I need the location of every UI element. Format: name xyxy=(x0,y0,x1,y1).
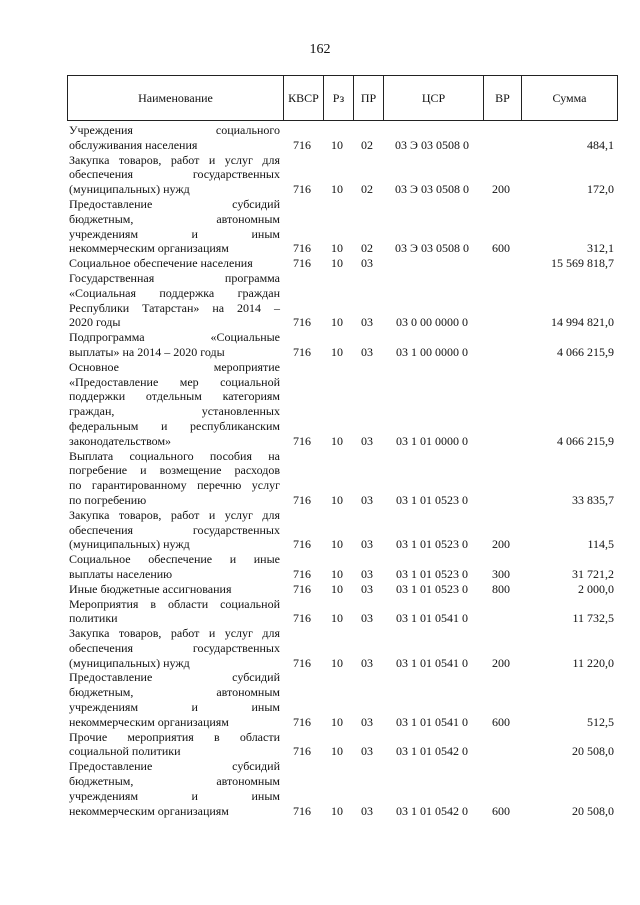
row-sum: 172,0 xyxy=(587,182,614,197)
row-name-line: некоммерческим организациям xyxy=(69,241,229,256)
row-sum: 20 508,0 xyxy=(572,803,614,818)
row-rz: 10 xyxy=(331,566,343,581)
row-name-line: обслуживания населения xyxy=(69,137,198,152)
row-name-line: бюджетным, автономным xyxy=(69,774,280,789)
row-sum: 11 732,5 xyxy=(572,611,614,626)
row-name xyxy=(67,730,282,760)
row-rz: 10 xyxy=(331,256,343,271)
row-kvsr: 716 xyxy=(293,492,311,507)
row-kvsr: 716 xyxy=(293,433,311,448)
row-rz: 10 xyxy=(331,433,343,448)
row-name-line: (муниципальных) нужд xyxy=(69,537,190,552)
row-sum: 11 220,0 xyxy=(572,655,614,670)
table-row xyxy=(67,508,618,552)
row-name-line: бюджетным, автономным xyxy=(69,685,280,700)
row-kvsr: 716 xyxy=(293,803,311,818)
row-name-line: поддержки отдельным категориям xyxy=(69,389,280,404)
row-csr: 03 0 00 0000 0 xyxy=(396,315,468,330)
row-sum: 484,1 xyxy=(587,137,614,152)
row-name-line: некоммерческим организациям xyxy=(69,803,229,818)
row-name xyxy=(67,670,282,729)
row-sum: 2 000,0 xyxy=(578,581,614,596)
row-name-line: выплаты» на 2014 – 2020 годы xyxy=(69,344,225,359)
row-name-line: по погребению xyxy=(69,492,147,507)
row-csr: 03 1 01 0000 0 xyxy=(396,433,468,448)
row-pr: 03 xyxy=(361,566,373,581)
row-name-line: Учреждения социального xyxy=(69,123,280,137)
row-name-line: законодательством» xyxy=(69,433,172,448)
row-name-line: Иные бюджетные ассигнования xyxy=(69,581,232,596)
row-sum: 31 721,2 xyxy=(572,566,614,581)
row-sum: 4 066 215,9 xyxy=(557,433,614,448)
row-name-line: «Социальная поддержка граждан xyxy=(69,285,280,300)
row-sum: 4 066 215,9 xyxy=(557,344,614,359)
row-vr: 600 xyxy=(492,803,510,818)
row-pr: 03 xyxy=(361,714,373,729)
row-name-line: (муниципальных) нужд xyxy=(69,655,190,670)
row-rz: 10 xyxy=(331,714,343,729)
row-kvsr: 716 xyxy=(293,655,311,670)
row-name-line: обеспечения государственных xyxy=(69,522,280,537)
row-name-line: выплаты населению xyxy=(69,566,173,581)
row-kvsr: 716 xyxy=(293,315,311,330)
table-header xyxy=(67,75,618,121)
header-pr: ПР xyxy=(353,76,383,120)
row-rz: 10 xyxy=(331,492,343,507)
row-rz: 10 xyxy=(331,537,343,552)
row-sum: 312,1 xyxy=(587,241,614,256)
row-rz: 10 xyxy=(331,344,343,359)
row-rz: 10 xyxy=(331,611,343,626)
row-name xyxy=(67,508,282,552)
row-kvsr: 716 xyxy=(293,537,311,552)
table-row xyxy=(67,759,618,818)
row-rz: 10 xyxy=(331,315,343,330)
row-name-line: граждан, установленных xyxy=(69,404,280,419)
row-sum: 20 508,0 xyxy=(572,744,614,759)
row-rz: 10 xyxy=(331,182,343,197)
row-name xyxy=(67,449,282,508)
row-name xyxy=(67,153,282,197)
table-row xyxy=(67,449,618,508)
row-csr: 03 Э 03 0508 0 xyxy=(395,182,469,197)
row-pr: 03 xyxy=(361,492,373,507)
row-name-line: Предоставление субсидий xyxy=(69,196,280,211)
row-kvsr: 716 xyxy=(293,137,311,152)
header-vr: ВР xyxy=(483,76,521,120)
row-rz: 10 xyxy=(331,241,343,256)
row-rz: 10 xyxy=(331,581,343,596)
row-name-line: Предоставление субсидий xyxy=(69,759,280,774)
row-name xyxy=(67,271,282,330)
row-name-line: «Предоставление мер социальной xyxy=(69,374,280,389)
row-name-line: Подпрограмма «Социальные xyxy=(69,330,280,345)
row-vr: 600 xyxy=(492,714,510,729)
row-kvsr: 716 xyxy=(293,581,311,596)
row-name-line: обеспечения государственных xyxy=(69,167,280,182)
row-pr: 03 xyxy=(361,744,373,759)
row-name-line: 2020 годы xyxy=(69,315,121,330)
row-vr: 300 xyxy=(492,566,510,581)
budget-table xyxy=(67,75,618,818)
row-csr: 03 1 01 0541 0 xyxy=(396,714,468,729)
row-vr: 600 xyxy=(492,241,510,256)
table-row xyxy=(67,256,618,271)
row-rz: 10 xyxy=(331,803,343,818)
row-name-line: Прочие мероприятия в области xyxy=(69,729,280,744)
row-pr: 03 xyxy=(361,344,373,359)
table-row xyxy=(67,582,618,597)
row-sum: 14 994 821,0 xyxy=(551,315,614,330)
row-csr: 03 1 01 0523 0 xyxy=(396,537,468,552)
row-name-line: социальной политики xyxy=(69,744,181,759)
row-rz: 10 xyxy=(331,137,343,152)
table-row xyxy=(67,330,618,360)
row-pr: 03 xyxy=(361,256,373,271)
row-kvsr: 716 xyxy=(293,744,311,759)
row-name-line: Закупка товаров, работ и услуг для xyxy=(69,626,280,641)
row-pr: 02 xyxy=(361,241,373,256)
row-name-line: Социальное обеспечение и иные xyxy=(69,552,280,567)
row-csr: 03 1 01 0541 0 xyxy=(396,655,468,670)
row-name xyxy=(67,759,282,818)
row-name-line: учреждениям и иным xyxy=(69,788,280,803)
row-name xyxy=(67,597,282,627)
row-sum: 512,5 xyxy=(587,714,614,729)
row-csr: 03 1 01 0523 0 xyxy=(396,492,468,507)
table-row xyxy=(67,626,618,670)
row-name-line: учреждениям и иным xyxy=(69,700,280,715)
row-name-line: по гарантированному перечню услуг xyxy=(69,478,280,493)
row-name-line: учреждениям и иным xyxy=(69,226,280,241)
row-vr: 200 xyxy=(492,655,510,670)
row-csr: 03 1 01 0542 0 xyxy=(396,744,468,759)
header-kvsr: КВСР xyxy=(283,76,323,120)
header-name: Наименование xyxy=(138,90,213,105)
table-row xyxy=(67,670,618,729)
row-kvsr: 716 xyxy=(293,241,311,256)
row-pr: 02 xyxy=(361,182,373,197)
row-name-line: Закупка товаров, работ и услуг для xyxy=(69,507,280,522)
row-pr: 03 xyxy=(361,433,373,448)
row-name-line: погребение и возмещение расходов xyxy=(69,463,280,478)
row-sum: 15 569 818,7 xyxy=(551,256,614,271)
row-csr: 03 1 01 0523 0 xyxy=(396,566,468,581)
row-name-line: Выплата социального пособия на xyxy=(69,448,280,463)
row-name-line: Республики Татарстан» на 2014 – xyxy=(69,300,280,315)
row-name-line: Государственная программа xyxy=(69,270,280,285)
row-name-line: Основное мероприятие xyxy=(69,359,280,374)
row-name-line: некоммерческим организациям xyxy=(69,714,229,729)
row-pr: 03 xyxy=(361,655,373,670)
header-csr: ЦСР xyxy=(383,76,483,120)
row-name xyxy=(67,360,282,449)
row-vr: 200 xyxy=(492,537,510,552)
row-name xyxy=(67,256,282,271)
row-name xyxy=(67,582,282,597)
row-name xyxy=(67,330,282,360)
row-name xyxy=(67,197,282,256)
table-row xyxy=(67,597,618,627)
row-pr: 03 xyxy=(361,581,373,596)
row-rz: 10 xyxy=(331,655,343,670)
row-pr: 02 xyxy=(361,137,373,152)
row-name xyxy=(67,552,282,582)
row-rz: 10 xyxy=(331,744,343,759)
row-kvsr: 716 xyxy=(293,566,311,581)
row-name-line: Мероприятия в области социальной xyxy=(69,596,280,611)
table-row xyxy=(67,360,618,449)
row-name-line: федеральным и республиканским xyxy=(69,418,280,433)
row-kvsr: 716 xyxy=(293,714,311,729)
table-row xyxy=(67,271,618,330)
row-name-line: обеспечения государственных xyxy=(69,640,280,655)
row-sum: 33 835,7 xyxy=(572,492,614,507)
row-pr: 03 xyxy=(361,537,373,552)
row-pr: 03 xyxy=(361,611,373,626)
row-pr: 03 xyxy=(361,315,373,330)
row-name xyxy=(67,626,282,670)
row-kvsr: 716 xyxy=(293,256,311,271)
row-csr: 03 1 01 0542 0 xyxy=(396,803,468,818)
row-name-line: политики xyxy=(69,611,118,626)
row-csr: 03 Э 03 0508 0 xyxy=(395,137,469,152)
row-csr: 03 1 01 0523 0 xyxy=(396,581,468,596)
table-row xyxy=(67,730,618,760)
header-rz: Рз xyxy=(323,76,353,120)
table-row xyxy=(67,123,618,153)
row-name-line: Социальное обеспечение населения xyxy=(69,256,253,271)
row-pr: 03 xyxy=(361,803,373,818)
row-vr: 800 xyxy=(492,581,510,596)
row-name-line: (муниципальных) нужд xyxy=(69,182,190,197)
row-name-line: Закупка товаров, работ и услуг для xyxy=(69,152,280,167)
row-name xyxy=(67,123,282,153)
row-csr: 03 1 01 0541 0 xyxy=(396,611,468,626)
row-csr: 03 Э 03 0508 0 xyxy=(395,241,469,256)
row-name-line: бюджетным, автономным xyxy=(69,211,280,226)
row-kvsr: 716 xyxy=(293,611,311,626)
row-kvsr: 716 xyxy=(293,182,311,197)
page-number: 162 xyxy=(309,42,331,57)
row-csr: 03 1 00 0000 0 xyxy=(396,344,468,359)
row-kvsr: 716 xyxy=(293,344,311,359)
table-body xyxy=(67,123,618,818)
table-row xyxy=(67,197,618,256)
table-row xyxy=(67,552,618,582)
row-name-line: Предоставление субсидий xyxy=(69,670,280,685)
table-row xyxy=(67,153,618,197)
row-vr: 200 xyxy=(492,182,510,197)
row-sum: 114,5 xyxy=(587,537,614,552)
header-sum: Сумма xyxy=(521,76,617,120)
